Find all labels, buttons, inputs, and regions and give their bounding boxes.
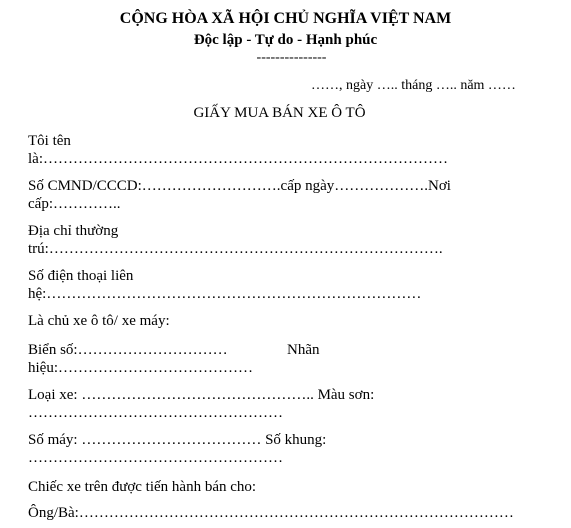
engine-number-field: Số máy: ……………………………… Số khung: [28, 432, 327, 448]
brand-field: hiệu:………………………………… [28, 360, 253, 376]
paint-color-field: …………………………………………… [28, 405, 283, 421]
address-field: trú:……………………………………………………………………. [28, 241, 443, 257]
brand-label: Nhãn [287, 342, 320, 358]
date-line: ……, ngày ….. tháng ….. năm …… [311, 78, 516, 93]
chassis-number-field: …………………………………………… [28, 450, 283, 466]
document-title: GIẤY MUA BÁN XE Ô TÔ [193, 105, 366, 121]
phone-label: Số điện thoại liên [28, 268, 134, 284]
id-issue-place-field: cấp:………….. [28, 196, 121, 212]
motto: Độc lập - Tự do - Hạnh phúc [193, 32, 378, 48]
id-number-field: Số CMND/CCCD:……………………….cấp ngày……………….Nơi [28, 178, 451, 194]
vehicle-type-field: Loại xe: ……………………………………….. Màu sơn: [28, 387, 375, 403]
phone-field: hệ:………………………………………………………………… [28, 286, 422, 302]
sale-line: Chiếc xe trên được tiến hành bán cho: [28, 479, 257, 495]
address-label: Địa chỉ thường [28, 223, 119, 239]
owner-line: Là chủ xe ô tô/ xe máy: [28, 313, 170, 329]
buyer-field: Ông/Bà:…………………………………………………………………………… [28, 505, 514, 521]
header-divider: --------------- [256, 50, 327, 65]
name-field: là:……………………………………………………………………… [28, 151, 448, 167]
plate-field: Biển số:………………………… [28, 342, 228, 358]
national-title: CỘNG HÒA XÃ HỘI CHỦ NGHĨA VIỆT NAM [119, 10, 452, 27]
name-label: Tôi tên [28, 133, 71, 149]
